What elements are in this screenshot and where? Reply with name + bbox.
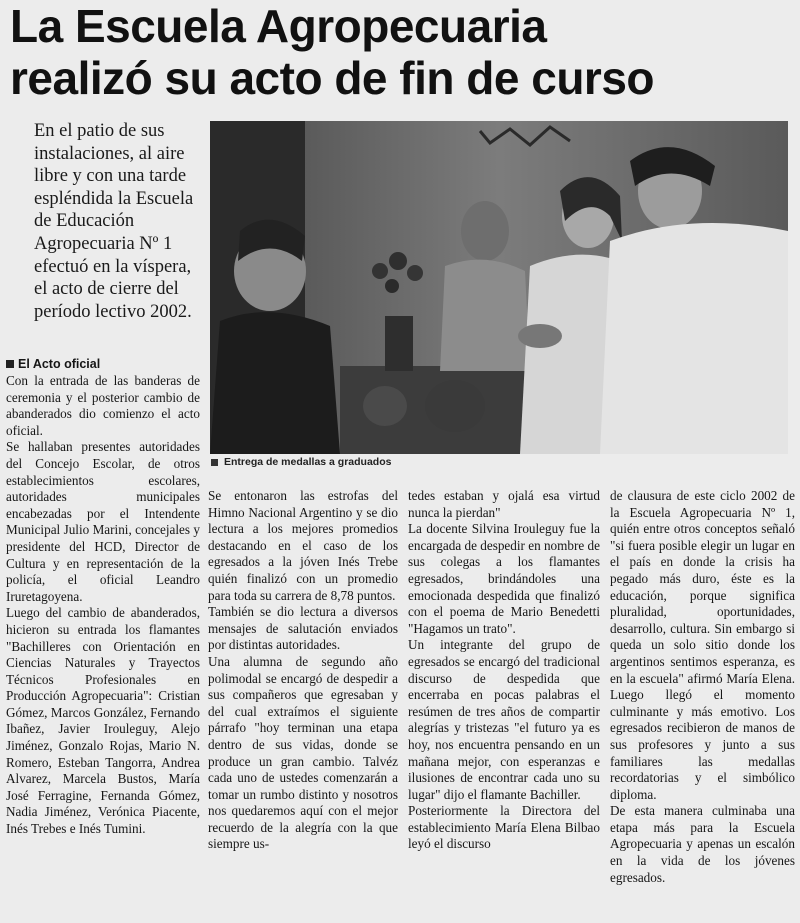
subhead-square-icon xyxy=(6,360,14,368)
headline xyxy=(10,0,800,104)
col4-paragraph: De esta manera culminaba una etapa más para la Escuela Agropecuaria y apenas un escalón en la vida de los jóvenes egresados. xyxy=(610,803,795,885)
col1-paragraph: Luego del cambio de abanderados, hicieron su entrada los flamantes "Bachilleres con Orientación en Ciencias Naturales y Trayectos Técnicos Profesionales en Producción Agropecuaria": Cristian Gómez, Marcos González, Fernando Ibañez, Javier Irouleguy, Alejo Jiménez, Gonzalo Rojas, Mario N. Romero, Esteban Tangorra, Andrea Alvarez, Marcela Bustos, María José Ferragine, Fernanda Gómez, Nadia Jiménez, Verónica Piacente, Inés Trebes e Inés Tumini. xyxy=(6,605,200,837)
col3-paragraph: Un integrante del grupo de egresados se encargó del tradicional discurso de despedida que encerraba en pocas palabras el resúmen de tres años de compartir alegrías y tristezas "el futuro ya es hoy, nos encuentra pensando en un mañana mejor, con esperanzas e ilusiones de encontrar cada uno su lugar" dijo el flamante Bachiller. xyxy=(408,637,600,802)
col2-paragraph: También se dio lectura a diversos mensajes de salutación enviados por distintas autoridades. xyxy=(208,604,398,653)
col4-paragraph: de clausura de este ciclo 2002 de la Escuela Agropecuaria Nº 1, quién entre otros conceptos señaló "si fuera posible elegir un lugar en el país en donde la crisis ha pegado más duro, éste es la educación, porque significa pluralidad, oportunidades, desarrollo, cultura. Sin embargo si queda un solo sitio donde los argentinos sentimos esperanza, es en la escuela" afirmó María Elena. Luego llegó el momento culminante y más emotivo. Los egresados recibieron de manos de sus profesores y junto a sus familiares las medallas recordatorias y el simbólico diploma. xyxy=(610,488,795,802)
caption-text: Entrega de medallas a graduados xyxy=(224,456,392,468)
col2-paragraph: Una alumna de segundo año polimodal se encargó de despedir a sus compañeros que egresaban y del cual extraímos el siguiente párrafo "hoy terminan una etapa dentro de sus vidas, donde se produce un gran cambio. Talvéz cada uno de ustedes comenzarán a tomar un rumbo distinto y nosotros nos quedaremos aquí con el mejor recuerdo de la alegría con la que siempre us- xyxy=(208,653,398,852)
headline-line-1: La Escuela Agropecuaria xyxy=(10,0,547,52)
headline-line-2: realizó su acto de fin de curso xyxy=(10,52,654,104)
lead-paragraph: En el patio de sus instalaciones, al aire libre y con una tarde espléndida la Escuela de Educación Agropecuaria Nº 1 efectuó en la víspera, el acto de cierre del período lectivo 2002. xyxy=(34,121,194,322)
column-2 xyxy=(208,488,398,853)
photo-caption xyxy=(211,456,781,468)
col3-paragraph: La docente Silvina Irouleguy fue la encargada de despedir en nombre de sus colegas a los flamantes egresados, brindándoles una emocionada despedida que finalizó con el poema de Mario Benedetti "Hagamos un trato". xyxy=(408,521,600,636)
column-1 xyxy=(6,356,200,838)
subhead-text: El Acto oficial xyxy=(18,357,101,371)
photo-illustration xyxy=(210,121,788,454)
column-3 xyxy=(408,488,600,853)
col1-paragraph: Se hallaban presentes autoridades del Concejo Escolar, de otros establecimientos escolares, autoridades municipales encabezadas por el Intendente Municipal Julio Marini, concejales y presidente del HCD, Director de Cultura y en representación de la policía, el oficial Leandro Iruretagoyena. xyxy=(6,439,200,604)
column-4 xyxy=(610,488,795,886)
subhead xyxy=(6,356,200,372)
col3-paragraph: tedes estaban y ojalá esa virtud nunca la pierdan" xyxy=(408,488,600,520)
caption-square-icon xyxy=(211,459,218,466)
col2-paragraph: Se entonaron las estrofas del Himno Nacional Argentino y se dio lectura a los mejores promedios destacando en el caso de los egresados a la jóven Inés Trebe quién finalizó con un promedio para toda su carrera de 8,78 puntos. xyxy=(208,488,398,603)
col3-paragraph: Posteriormente la Directora del establecimiento María Elena Bilbao leyó el discurso xyxy=(408,803,600,852)
col1-paragraph: Con la entrada de las banderas de ceremonia y el posterior cambio de abanderados dio comienzo el acto oficial. xyxy=(6,373,200,438)
graduation-photo xyxy=(210,121,788,454)
